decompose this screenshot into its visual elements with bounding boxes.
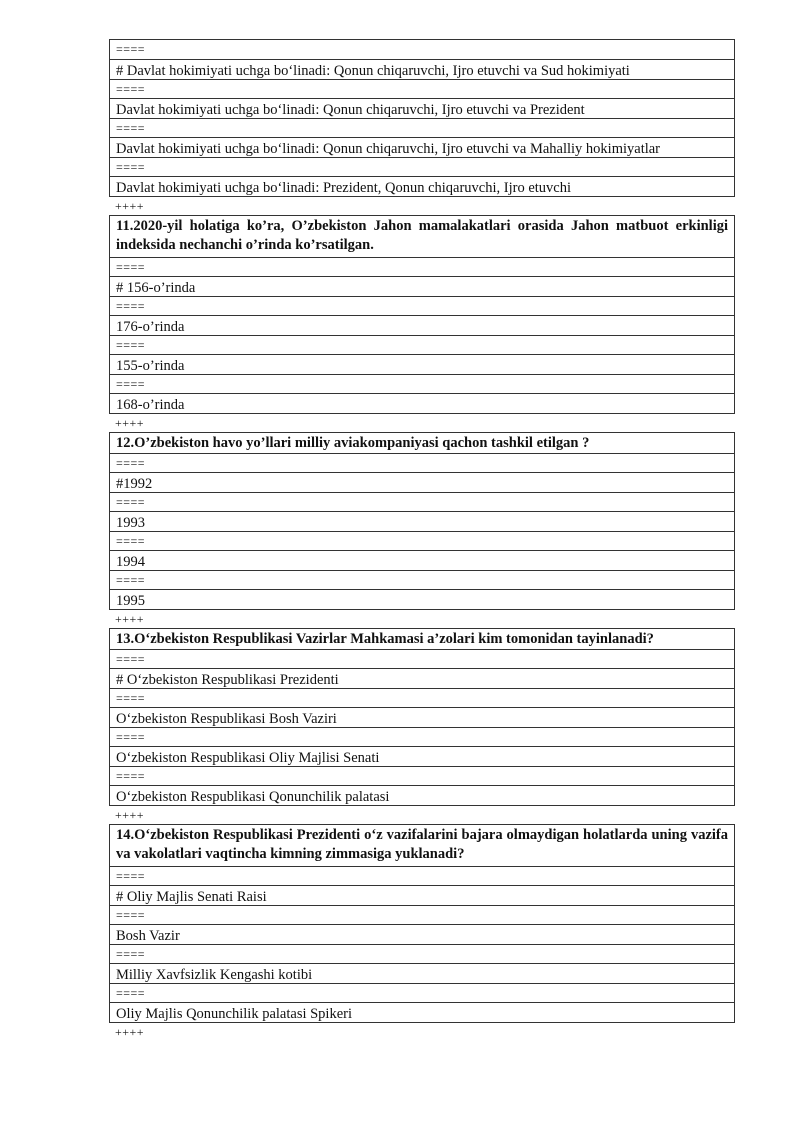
answer-option: 168-o’rinda (110, 393, 734, 413)
answer-option: Davlat hokimiyati uchga bo‘linadi: Prezident, Qonun chiqaruvchi, Ijro etuvchi (110, 176, 734, 196)
question-text: 12.O’zbekiston havo yo’llari milliy aviakompaniyasi qachon tashkil etilgan ? (116, 435, 590, 451)
block-end-marker: ++++ (115, 612, 145, 626)
answer-option: Davlat hokimiyati uchga bo‘linadi: Qonun chiqaruvchi, Ijro etuvchi va Prezident (110, 98, 734, 118)
separator: ==== (110, 866, 734, 885)
question-text: 11.2020-yil holatiga ko’ra, O’zbekiston Jahon mamalakatlari orasida Jahon matbuot erkinligi indeksida nechanchi o’rinda ko’rsatilgan. (116, 218, 728, 253)
question-block-11 (109, 215, 735, 414)
answer-option: 1995 (110, 589, 734, 609)
block-end-marker: ++++ (115, 199, 145, 213)
question-text: 13.O‘zbekiston Respublikasi Vazirlar Mahkamasi a’zolari kim tomonidan tayinlanadi? (116, 631, 654, 647)
block-end-marker: ++++ (115, 416, 145, 430)
separator: ==== (110, 296, 734, 315)
answer-option-correct: # O‘zbekiston Respublikasi Prezidenti (110, 668, 734, 688)
separator: ==== (110, 983, 734, 1002)
answer-option: 1994 (110, 550, 734, 570)
separator: ==== (116, 42, 146, 56)
separator: ==== (110, 944, 734, 963)
answer-option: O‘zbekiston Respublikasi Oliy Majlisi Senati (110, 746, 734, 766)
block-end-marker: ++++ (115, 1025, 145, 1039)
question-block-12 (109, 432, 735, 610)
separator: ==== (110, 570, 734, 589)
separator: ==== (110, 649, 734, 668)
separator: ==== (110, 79, 734, 98)
answer-option: 176-o’rinda (110, 315, 734, 335)
separator: ==== (110, 766, 734, 785)
answer-option: Davlat hokimiyati uchga bo‘linadi: Qonun chiqaruvchi, Ijro etuvchi va Mahalliy hokimiyatlar (110, 137, 734, 157)
separator: ==== (110, 905, 734, 924)
answer-option: 155-o’rinda (110, 354, 734, 374)
answer-option: Oliy Majlis Qonunchilik palatasi Spikeri (110, 1002, 734, 1022)
answer-option: Bosh Vazir (110, 924, 734, 944)
answer-option: 1993 (110, 511, 734, 531)
separator: ==== (110, 688, 734, 707)
answer-option-correct: # Oliy Majlis Senati Raisi (110, 885, 734, 905)
separator: ==== (110, 335, 734, 354)
separator: ==== (110, 453, 734, 472)
separator: ==== (110, 727, 734, 746)
question-block-14 (109, 824, 735, 1023)
answer-option-correct: #1992 (110, 472, 734, 492)
answer-option-correct: # 156-o’rinda (110, 276, 734, 296)
question-text: 14.O‘zbekiston Respublikasi Prezidenti o‘z vazifalarini bajara olmaydigan holatlarda uning vazifa va vakolatlari vaqtincha kimning zimmasiga yuklanadi? (116, 827, 728, 862)
test-document (109, 39, 735, 1041)
separator: ==== (110, 157, 734, 176)
answer-option: O‘zbekiston Respublikasi Bosh Vaziri (110, 707, 734, 727)
answer-option: O‘zbekiston Respublikasi Qonunchilik palatasi (110, 785, 734, 805)
answer-option-correct: # Davlat hokimiyati uchga bo‘linadi: Qonun chiqaruvchi, Ijro etuvchi va Sud hokimiyati (110, 59, 734, 79)
question-block-13 (109, 628, 735, 806)
separator: ==== (110, 374, 734, 393)
separator: ==== (110, 492, 734, 511)
question-block-10 (109, 39, 735, 197)
separator: ==== (110, 118, 734, 137)
separator: ==== (110, 531, 734, 550)
separator: ==== (110, 257, 734, 276)
answer-option: Milliy Xavfsizlik Kengashi kotibi (110, 963, 734, 983)
block-end-marker: ++++ (115, 808, 145, 822)
